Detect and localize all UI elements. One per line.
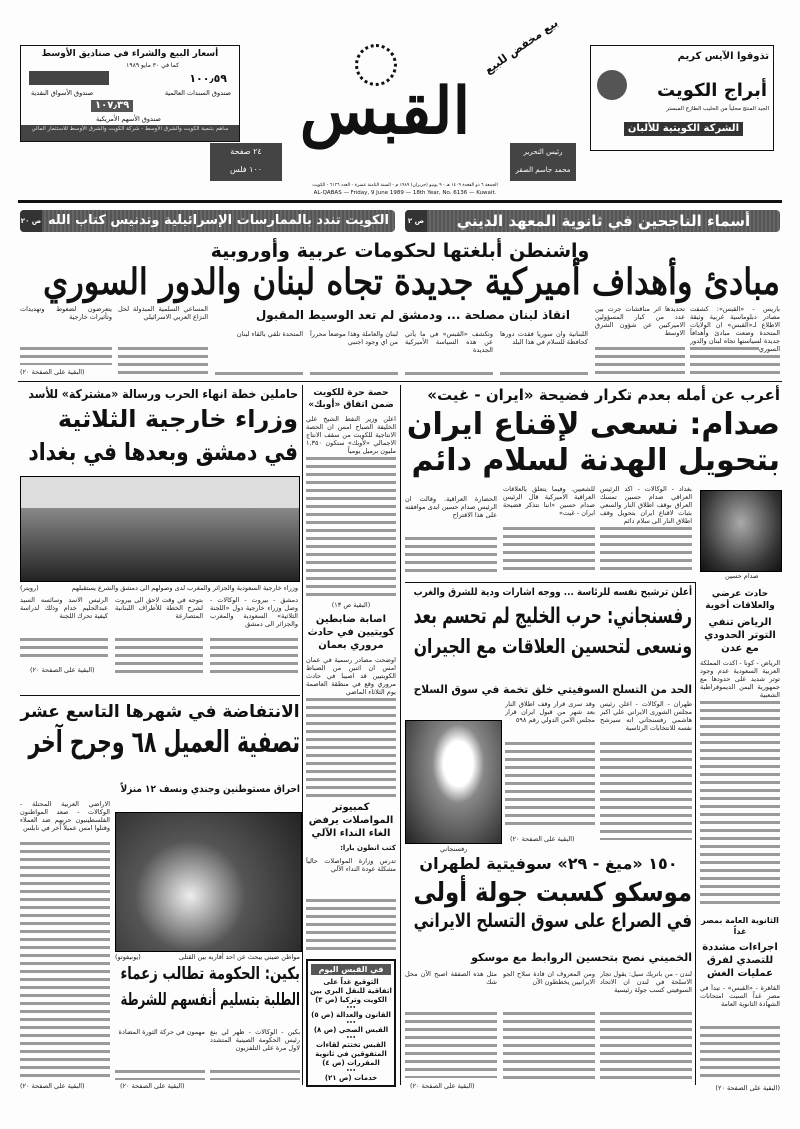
article-text: الاراضي العربية المحتلة - الوكالات - صعد المواطنون الفلسطينيون حربهم ضد العملاء وقتلوا امس عميلاً آخر في نابلس [20, 800, 110, 832]
ministers-headline: وزراء خارجية الثلاثية [57, 405, 298, 433]
continued-note: (البقية ص ١٣) [331, 601, 371, 610]
lead-kicker: واشنطن أبلغتها لحكومات عربية وأوروبية [210, 240, 590, 262]
computer-headline: كمبيوتر المواصلات يرفض الغاء النداء الآلي [308, 801, 394, 839]
section-rule [18, 381, 782, 382]
ministers-headline: في دمشق وبعدها في بغداد [28, 438, 298, 466]
photo-credit: (يونيفوتو) [115, 953, 141, 961]
fund2-name: صندوق الأسواق النقدية [31, 89, 94, 97]
lead-text-col [118, 305, 208, 375]
beijing-headline: بكين: الحكومة تطالب زعماء [120, 964, 300, 984]
article-text: القاهرة - «القبس» - تبدأ في مصر غداً السبت امتحانات الشهادة الثانوية العامة [700, 984, 780, 1009]
lead-text-col [500, 330, 588, 375]
today-item[interactable]: خدمات (ص ٢١) [324, 1074, 378, 1082]
article-text: تدرس وزارة المواصلات حالياً مشكلة عودة النداء الآلي [306, 856, 396, 873]
continued-note: (البقية على الصفحة ٢٠) [715, 1084, 780, 1092]
masthead-rule [18, 200, 782, 203]
computer-text [306, 857, 396, 955]
riyadh-headline: الرياض تنفي التوتر الحدودي مع عدن [704, 617, 776, 654]
migs-subhead: الخميني نصح بتحسين الروابط مع موسكو [471, 951, 692, 964]
today-item[interactable]: القانون والعدالة (ص ٥) [311, 1011, 391, 1019]
rafsanjani-photo [405, 720, 502, 844]
ad-line: تذوقوا الآيس كريم [677, 51, 769, 62]
lead-text-col [215, 330, 303, 375]
fund3-name: صندوق الأسهم الأمريكية [96, 115, 161, 123]
beijing-text-col [210, 1028, 300, 1080]
editor-name: محمد جاسم الصقر [515, 166, 571, 174]
date-line-en: AL-QABAS — Friday, 9 June 1989 — 18th Year, No. 6136 — Kuwait. [313, 190, 497, 196]
lead-text-col [310, 330, 398, 375]
migs-kicker: ١٥٠ «ميغ - ٢٩» سوفيتية لطهران [419, 854, 678, 873]
migs-text-col [600, 970, 692, 1080]
migs-headline: موسكو كسبت جولة أولى [413, 878, 692, 908]
continued-note: (البقية على الصفحة ٢٠) [20, 368, 85, 376]
section-rule [20, 695, 300, 696]
article-text: المساعي السلمية المبذولة لحل النزاع العربي الاسرائيلي [118, 305, 208, 321]
ministers-kicker: حاملين خطة انهاء الحرب ورسالة «مشتركة» للأسد [28, 387, 298, 401]
separator: ••• [346, 1035, 356, 1041]
article-text: لندن - من باتريك سيل: يقول تجار الاسلحة في لندن ان الاتحاد السوفيتي كسب جولة رئيسية [600, 970, 692, 994]
ad-company: الشركة الكويتية للألبان [624, 122, 743, 136]
ad-sub: الجيد المنتج محلياً من الحليب الطازج المبستر [666, 106, 769, 112]
article-text: الرياض - كونا - اكدت المملكة العربية السعودية عدم وجود توتر شديد على حدودها مع جمهورية اليمن الديموقراطية الشعبية [700, 659, 780, 699]
intifada-subhead: احراق مستوطنين وجندي ونسف ١٢ منزلاً [120, 784, 300, 795]
photo-caption: مواطن صيني يبحث عن احد أقاربه بين القتلى [178, 953, 300, 961]
today-box [306, 959, 396, 1087]
today-item[interactable]: القبس الصحي (ص ٨) [313, 1026, 389, 1034]
saddam-kicker: أعرب عن أمله بعدم تكرار فضيحة «ايران - غيت» [427, 386, 780, 404]
photo-caption: رفسنجاني [440, 845, 468, 853]
ad-funds-date: كما في ٣٠ مايو ١٩٨٩ [126, 62, 179, 69]
continued-note: (البقية على الصفحة ٢٠) [30, 666, 95, 674]
logo: القبس [299, 74, 471, 149]
ministers-text-col [210, 596, 298, 676]
kuwait-quota-headline: حصة حرة للكويت ضمن اتفاق «أوبك» [308, 388, 394, 410]
article-text: دمشق - بيروت - الوكالات - وصل وزراء خارجية دول «اللجنة الثلاثية» السعودية والمغرب والجزائر الى دمشق [210, 596, 298, 628]
ministers-text-col [115, 596, 203, 676]
rafsanjani-text-col [600, 700, 692, 840]
beijing-text-col [115, 1028, 205, 1080]
kuwait-quota-text [306, 415, 396, 597]
beijing-photo [115, 812, 302, 952]
continued-note: (البقية على الصفحة ٢٠) [410, 1082, 475, 1090]
rafsanjani-headline: رفسنجاني: حرب الخليج لم تحسم بعد [413, 604, 692, 629]
lead-text-col [20, 305, 112, 365]
migs-text-col [503, 970, 595, 1080]
article-text: المتحدة تلقي بالقاء لبنان [236, 330, 303, 338]
saddam-headline: صدام: نسعى لإقناع ايران [406, 407, 780, 442]
saddam-headline: بتحويل الهدنة لسلام دائم [411, 443, 780, 478]
lead-subhead: انقاذ لبنان مصلحة ... ودمشق لم تعد الوسيط المقبول [255, 308, 570, 322]
lead-text-col [690, 305, 780, 375]
fund2-value-box [29, 71, 109, 85]
column-rule [400, 385, 401, 1085]
editor-label: رئيس التحرير [523, 148, 563, 156]
article-text: اللبنانية وان سوريا فقدت دورها كحافظة للسلام في هذا البلد [500, 330, 588, 346]
separator: ••• [346, 1020, 356, 1026]
photo-caption: وزراء خارجية السعودية والجزائر والمغرب لدى وصولهم الى دمشق والشرع يستقبلهم [71, 584, 298, 592]
article-text: بتوجه في وقت لاحق الى بيروت لشرح الخطة للأطراف اللبنانية المتصارعة [115, 596, 203, 620]
rafsanjani-subhead: الحد من التسلح السوفيتي خلق تخمة في سوق السلاح [413, 683, 692, 696]
article-text: الرئيس الاسد وسائسه السيد عبدالحليم خدام وذلك لدراسة كيفية تحرك اللجنة [20, 596, 108, 620]
saddam-text-col [600, 485, 692, 575]
article-text: اوضحت مصادر رسمية في عمان امس ان اثنين من الضباط الكويتيين قد اصيبا في حادث مروري وقع في منطقة العاصمة يوم الثلاثاء الماضي [306, 656, 396, 697]
ad-investment-funds [20, 45, 240, 142]
article-text: لبنان والعاملة وهذا موضعاً محرراً من اي وجود اجنبي [310, 330, 398, 346]
lead-text-col [405, 330, 493, 375]
banner-kuwait-condemns[interactable] [20, 210, 395, 232]
photo-caption: صدام حسين [725, 572, 759, 580]
section-rule [405, 582, 695, 583]
ad-title: أبراج الكويت [656, 80, 767, 101]
article-text: باريس - «القبس»: كشفت مصادر دبلوماسية غربية وثيقة الاطلاع لـ«القبس» ان الولايات المتحدة وضعت مبادئ وأهدافاً جديدة لسياستها تجاه لبنان والدور السوري [690, 305, 780, 353]
article-text: تحديدها اثر مناقشات جرت بين عدد من كبار المسؤولين الاميركيين عن شؤون الشرق الاوسط [595, 305, 685, 337]
migs-headline: في الصراع على سوق التسلح الايراني [413, 910, 692, 932]
beijing-headline: الطلبة بتسليم أنفسهم للشرطة [120, 990, 300, 1010]
officers-text [306, 656, 396, 796]
riyadh-kicker: حادث عرضي والعلاقات أخوية [705, 589, 775, 611]
ad-funds-footer: ساهم بتنمية الكويت والشرق الأوسط - شركة الكويت والشرق الأوسط للاستثمار المالي [21, 125, 239, 142]
egypt-text [700, 984, 780, 1080]
rafsanjani-kicker: أعلن ترشيح نفسه للرئاسة ... ووجه اشارات ودية للشرق والغرب [413, 587, 692, 598]
ad-kuwait-towers [590, 45, 774, 151]
middle-column [306, 387, 396, 1087]
photo-credit: (رويتر) [20, 584, 39, 592]
fund1-name: صندوق السندات العالمية [164, 89, 231, 97]
article-text: بكين - الوكالات - ظهر لي بنغ رئيس الحكومة الصينية المتشدد لاول مرة على التلفزيون [210, 1028, 300, 1052]
article-text: مثل هذه الصفقة اصبح الآن محل شك [405, 970, 497, 986]
price-box [210, 143, 282, 181]
saddam-photo [700, 490, 782, 572]
intifada-kicker: الانتفاضة في شهرها التاسع عشر [20, 702, 300, 722]
fund1-value: ١٠٠٫٥٩ [189, 72, 227, 85]
continued-note: (البقية على الصفحة ٢٠) [20, 1082, 85, 1090]
fund3-value: ١٠٧٫٣٩ [91, 100, 133, 112]
intifada-text [20, 800, 110, 1078]
banner-page: ص ٢٠ [20, 210, 42, 232]
riyadh-text [700, 659, 780, 907]
continued-note: (البقية على الصفحة ٢٠) [510, 835, 575, 843]
price: ١٠٠ فلس [229, 165, 263, 174]
article-text: للشعبين. وفيما يتعلق بالعلاقات العراقية الاميركية قال الرئيس صدام حسين «اننا نتذكر فضيحة ايران - غيت» [503, 485, 595, 517]
ad-funds-title: أسعار البيع والشراء في صناديق الأوسط [41, 49, 219, 59]
today-box-title: في القبس اليوم [311, 964, 391, 975]
lead-text-col [595, 305, 685, 375]
article-text: يتعرضون لضغوط وتهديدات وتأثيرات خارجية [20, 305, 112, 321]
article-text: اعلن وزير النفط الشيخ علي الخليفة الصباح امس ان الحصة الانتاجية للكويت من سقف الانتاج الاجمالي «لأوبك» ستكون ١,٣٥٠ مليون برميل يومياً [306, 415, 396, 455]
intifada-headline: تصفية العميل ٦٨ وجرح آخر [28, 725, 300, 760]
column-rule [695, 582, 696, 1085]
article-text: بغداد - الوكالات - اكد الرئيس العراقي صدام حسين تمسك العراق بوقف اطلاق النار والسعي بثبات لاقناع ايران بتحويل وقف اطلاق النار الى سلام دائم [600, 485, 692, 525]
ice-cream-image [597, 70, 627, 100]
today-item[interactable]: القبس تختتم لقاءات المتفوقين في ثانوية المقررات (ص ٤) [315, 1041, 387, 1067]
rafsanjani-headline: ونسعى لتحسين العلاقات مع الجيران [413, 634, 692, 658]
migs-text-col [405, 970, 497, 1078]
continued-note: (البقية على الصفحة ٢٠) [120, 1082, 185, 1090]
ministers-photo [20, 476, 300, 582]
separator: ••• [346, 1068, 356, 1074]
saddam-text-col [405, 495, 497, 575]
banner-text: أسماء الناجحين في ثانوية المعهد الديني [456, 212, 751, 230]
article-text: ومن المعروف ان قادة سلاح الجو الايرانيين يخططون الآن [503, 970, 595, 986]
article-text: وتكشف «القبس» في ما يأتي عن هذه السياسة الأميركية الجديدة [405, 330, 493, 354]
computer-byline: كتب انطون بارا: [340, 843, 396, 852]
egypt-headline: اجراءات مشددة للتصدي لفرق عمليات الغش [702, 942, 778, 980]
officers-headline: اصابة ضابطين كويتيين في حادث مروري بعمان [307, 614, 395, 652]
date-line-ar: الجمعة ٦ ذو القعدة ١٤٠٩ هـ - ٩ يونيو (حزيران) ١٩٨٩ م - السنة الثامنة عشرة - العدد ٦١٣٦ - الكويت [312, 183, 498, 188]
banner-religious-institute[interactable] [405, 210, 780, 232]
lead-headline: مبادئ وأهداف أميركية جديدة تجاه لبنان والدور السوري [43, 261, 781, 303]
egypt-kicker: الثانوية العامة بمصر غداً [701, 916, 779, 937]
tagline: بيع مخفض للبيع [482, 16, 561, 77]
article-text: طهران - الوكالات - اعلن رئيس مجلس الشورى الايراني علي اكبر هاشمي رفسنجاني انه سيرشح نفسه للانتخابات الرئاسية [600, 700, 692, 732]
editor-box [510, 143, 576, 181]
right-column [700, 588, 780, 1092]
today-box-list [308, 978, 394, 1083]
separator: ••• [346, 1005, 356, 1011]
rafsanjani-text-col [505, 700, 595, 830]
article-text: الحضارة العراقية. وقالت ان الرئيس صدام حسين ابدى موافقته على هذا الاقتراح [405, 495, 497, 519]
banner-text: الكويت تندد بالممارسات الإسرائيلية وتدنيس كتاب الله [48, 213, 389, 228]
saddam-text-col [503, 485, 595, 575]
today-item[interactable]: التوقيع غداً على اتفاقية للنقل البري بين الكويت وتركيا (ص ٣) [310, 978, 392, 1004]
column-rule [302, 385, 303, 1085]
banner-page: ص ٢ [405, 210, 427, 232]
pages-count: ٢٤ صفحة [230, 147, 262, 156]
article-text: وقد سرى قرار وقف اطلاق النار بعد شهر من قبول ايران قرار مجلس الامن الدولي رقم ٥٩٨ [505, 700, 595, 724]
ministers-text-col [20, 596, 108, 662]
article-text: مهمون في حركة الثورة المضادة [118, 1028, 205, 1036]
